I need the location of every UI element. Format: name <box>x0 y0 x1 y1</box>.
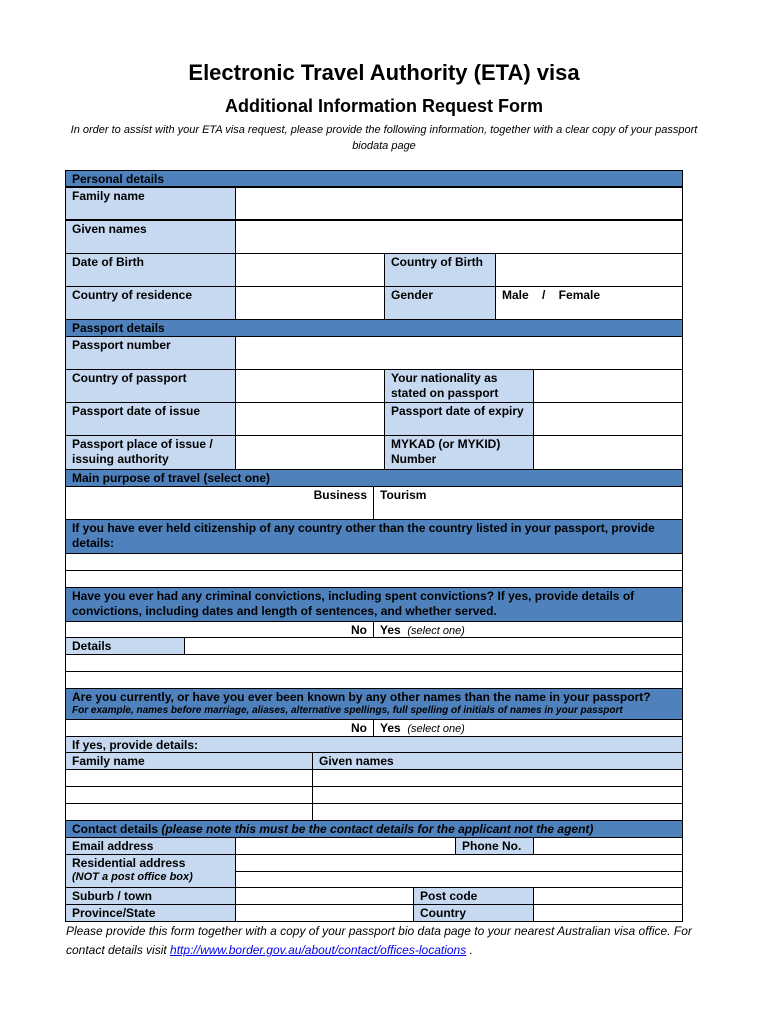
passport-date-expiry-field[interactable] <box>533 402 683 436</box>
phone-field[interactable] <box>533 837 683 855</box>
passport-date-expiry-label: Passport date of expiry <box>384 402 534 436</box>
passport-number-field[interactable] <box>235 336 683 370</box>
country-of-passport-label: Country of passport <box>65 369 236 403</box>
suburb-label: Suburb / town <box>65 887 236 905</box>
other-names-no-option[interactable]: No <box>65 719 374 737</box>
citizenship-row-1[interactable] <box>65 553 683 571</box>
passport-number-label: Passport number <box>65 336 236 370</box>
if-yes-label: If yes, provide details: <box>65 736 683 753</box>
purpose-header: Main purpose of travel (select one) <box>65 469 683 487</box>
gender-label: Gender <box>384 286 496 320</box>
family-name-field[interactable] <box>235 187 683 220</box>
business-option[interactable]: Business <box>65 486 374 520</box>
passport-date-issue-field[interactable] <box>235 402 385 436</box>
country-label: Country <box>413 904 534 922</box>
criminal-yes-label: Yes <box>380 623 401 637</box>
footer-text: Please provide this form together with a copy of your passport bio data page to your nearest Australian visa office. For contact details visit <box>66 924 692 957</box>
form-subtitle: Additional Information Request Form <box>225 96 543 116</box>
criminal-row-1[interactable] <box>65 654 683 672</box>
mykad-field[interactable] <box>533 435 683 470</box>
email-label: Email address <box>65 837 236 855</box>
nationality-field[interactable] <box>533 369 683 403</box>
citizenship-row-2[interactable] <box>65 570 683 588</box>
country-of-residence-field[interactable] <box>235 286 385 320</box>
given-names-field[interactable] <box>235 220 683 254</box>
other-family-name-row-1[interactable] <box>65 769 313 787</box>
residential-label-text: Residential address <box>72 856 186 870</box>
footer-end: . <box>466 943 473 957</box>
criminal-header: Have you ever had any criminal convictions, including spent convictions? If yes, provide details of convictions, including dates and length of sentences, and whether served. <box>65 587 683 622</box>
country-of-birth-field[interactable] <box>495 253 683 287</box>
residential-field-1[interactable] <box>235 854 683 872</box>
nationality-label: Your nationality as stated on passport <box>384 369 534 403</box>
province-label: Province/State <box>65 904 236 922</box>
other-names-yes-option[interactable] <box>373 719 683 737</box>
country-field[interactable] <box>533 904 683 922</box>
phone-label: Phone No. <box>455 837 534 855</box>
country-of-passport-field[interactable] <box>235 369 385 403</box>
passport-details-header: Passport details <box>65 319 683 337</box>
other-given-names-row-3[interactable] <box>312 803 683 821</box>
other-family-name-row-3[interactable] <box>65 803 313 821</box>
gender-options[interactable]: Male / Female <box>495 286 683 320</box>
criminal-yes-option[interactable] <box>373 621 683 638</box>
criminal-select-hint: (select one) <box>407 625 465 637</box>
form-title: Electronic Travel Authority (ETA) visa <box>188 60 580 85</box>
postcode-field[interactable] <box>533 887 683 905</box>
other-names-question: Are you currently, or have you ever been known by any other names than the name in your passport? <box>72 690 651 704</box>
suburb-field[interactable] <box>235 887 414 905</box>
country-of-birth-label: Country of Birth <box>384 253 496 287</box>
family-name-label: Family name <box>65 187 236 220</box>
other-given-names-row-2[interactable] <box>312 786 683 804</box>
other-names-note: For example, names before marriage, aliases, alternative spellings, full spelling of initials of names in your passport <box>72 705 623 716</box>
contact-header <box>65 820 683 838</box>
tourism-option[interactable]: Tourism <box>373 486 683 520</box>
residential-note: (NOT a post office box) <box>72 871 193 883</box>
criminal-row-2[interactable] <box>65 671 683 689</box>
intro-text: In order to assist with your ETA visa request, please provide the following information, together with a clear copy of your passport biodata page <box>70 124 698 152</box>
passport-place-issue-field[interactable] <box>235 435 385 470</box>
criminal-details-label: Details <box>65 637 185 655</box>
residential-label <box>65 854 236 888</box>
country-of-residence-label: Country of residence <box>65 286 236 320</box>
criminal-details-field[interactable] <box>184 637 683 655</box>
other-names-yes-label: Yes <box>380 721 401 735</box>
citizenship-header: If you have ever held citizenship of any country other than the country listed in your passport, provide details: <box>65 519 683 554</box>
passport-place-issue-label: Passport place of issue / issuing authority <box>65 435 236 470</box>
other-names-select-hint: (select one) <box>407 723 465 735</box>
dob-label: Date of Birth <box>65 253 236 287</box>
contact-header-label: Contact details <box>72 822 162 836</box>
mykad-label: MYKAD (or MYKID) Number <box>384 435 534 470</box>
other-given-names-row-1[interactable] <box>312 769 683 787</box>
postcode-label: Post code <box>413 887 534 905</box>
other-given-names-label: Given names <box>312 752 683 770</box>
other-names-header <box>65 688 683 720</box>
contact-header-note: (please note this must be the contact details for the applicant not the agent) <box>161 822 594 836</box>
dob-field[interactable] <box>235 253 385 287</box>
passport-date-issue-label: Passport date of issue <box>65 402 236 436</box>
other-family-name-row-2[interactable] <box>65 786 313 804</box>
personal-details-header: Personal details <box>65 170 683 187</box>
criminal-no-option[interactable]: No <box>65 621 374 638</box>
province-field[interactable] <box>235 904 414 922</box>
footer-note <box>66 922 696 960</box>
given-names-label: Given names <box>65 220 236 254</box>
email-field[interactable] <box>235 837 456 855</box>
contact-link[interactable]: http://www.border.gov.au/about/contact/offices-locations <box>170 943 467 957</box>
other-family-name-label: Family name <box>65 752 313 770</box>
residential-field-2[interactable] <box>235 871 683 888</box>
